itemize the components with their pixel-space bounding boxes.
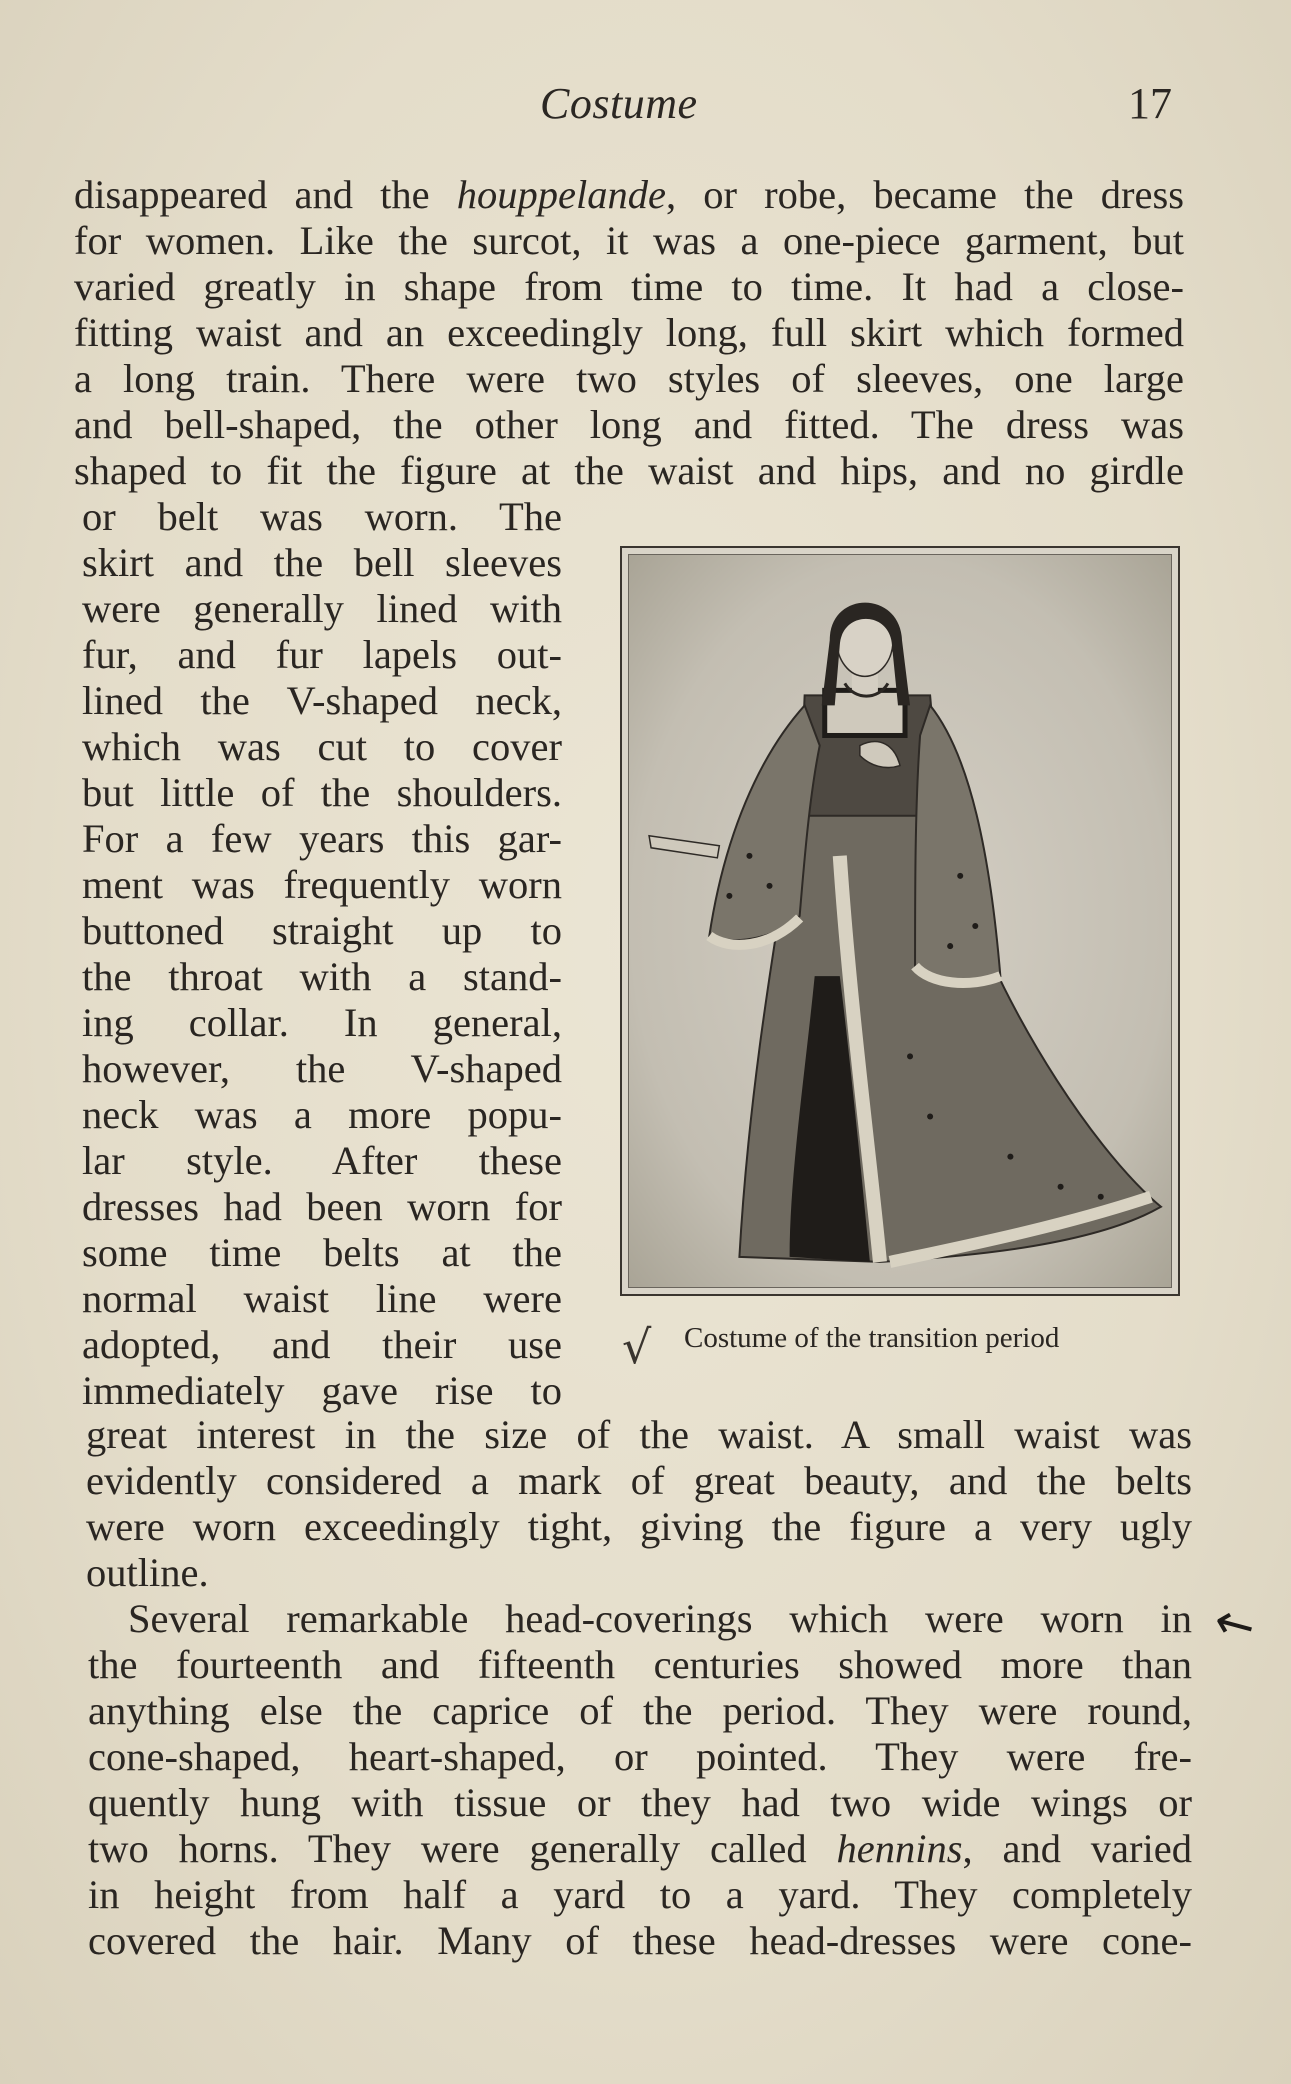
text-line: two horns. They were generally called hennins, and varied — [88, 1826, 1192, 1871]
text-line: lined the V-shaped neck, — [82, 678, 562, 723]
text-line: but little of the shoulders. — [82, 770, 562, 815]
text-line: for women. Like the surcot, it was a one-piece garment, but — [74, 218, 1184, 263]
text-line: were worn exceedingly tight, giving the figure a very ugly — [86, 1504, 1192, 1549]
text-line: ing collar. In general, — [82, 1000, 562, 1045]
text-line: fitting waist and an exceedingly long, full skirt which formed — [74, 310, 1184, 355]
italic-term-hennins: hennins — [836, 1826, 963, 1871]
text-line: adopted, and their use — [82, 1322, 562, 1367]
text-line: the throat with a stand- — [82, 954, 562, 999]
figure-image — [628, 554, 1172, 1288]
text-line: and bell-shaped, the other long and fitted. The dress was — [74, 402, 1184, 447]
text-line: lar style. After these — [82, 1138, 562, 1183]
text-line: Several remarkable head-coverings which were worn in — [128, 1596, 1192, 1641]
text-line: or belt was worn. The — [82, 494, 562, 539]
text-line: some time belts at the — [82, 1230, 562, 1275]
italic-term-houppelande: houppelande — [456, 172, 666, 217]
text-line: varied greatly in shape from time to time. It had a close- — [74, 264, 1184, 309]
margin-arrow-icon: ↖ — [1202, 1589, 1266, 1659]
text-line: dresses had been worn for — [82, 1184, 562, 1229]
text-line: anything else the caprice of the period. They were round, — [88, 1688, 1192, 1733]
text-line: For a few years this gar- — [82, 816, 562, 861]
text-line: a long train. There were two styles of sleeves, one large — [74, 356, 1184, 401]
text-line: however, the V-shaped — [82, 1046, 562, 1091]
text-line: neck was a more popu- — [82, 1092, 562, 1137]
figure-caption: Costume of the transition period — [684, 1322, 1060, 1354]
text-line: the fourteenth and fifteenth centuries showed more than — [88, 1642, 1192, 1687]
text-line: ment was frequently worn — [82, 862, 562, 907]
text-line: evidently considered a mark of great beauty, and the belts — [86, 1458, 1192, 1503]
paragraph-continuation — [86, 1412, 1192, 1596]
text-line: outline. — [86, 1550, 209, 1595]
text-line: skirt and the bell sleeves — [82, 540, 562, 585]
text-line: were generally lined with — [82, 586, 562, 631]
text-line: great interest in the size of the waist. A small waist was — [86, 1412, 1192, 1457]
running-head-title: Costume — [540, 79, 698, 128]
text-line: immediately gave rise to — [82, 1368, 562, 1413]
text-line: normal waist line were — [82, 1276, 562, 1321]
text-line: in height from half a yard to a yard. They completely — [88, 1872, 1192, 1917]
check-mark-icon: √ — [622, 1320, 652, 1374]
paragraph-head-coverings — [88, 1596, 1192, 1964]
text-line: covered the hair. Many of these head-dresses were cone- — [88, 1918, 1192, 1963]
woman-in-houppelande-illustration — [629, 555, 1171, 1287]
text-line: disappeared and the houppelande, or robe, became the dress — [74, 172, 1185, 217]
text-line: buttoned straight up to — [82, 908, 562, 953]
text-line: quently hung with tissue or they had two wide wings or — [88, 1780, 1192, 1825]
page-number: 17 — [1128, 79, 1172, 128]
wrapped-column-text — [82, 494, 562, 1414]
paragraph-top — [74, 172, 1184, 494]
text-line: fur, and fur lapels out- — [82, 632, 562, 677]
figure-illustration — [620, 546, 1180, 1296]
text-line: cone-shaped, heart-shaped, or pointed. They were fre- — [88, 1734, 1192, 1779]
text-line: which was cut to cover — [82, 724, 562, 769]
text-line: shaped to fit the figure at the waist and hips, and no girdle — [74, 448, 1184, 493]
